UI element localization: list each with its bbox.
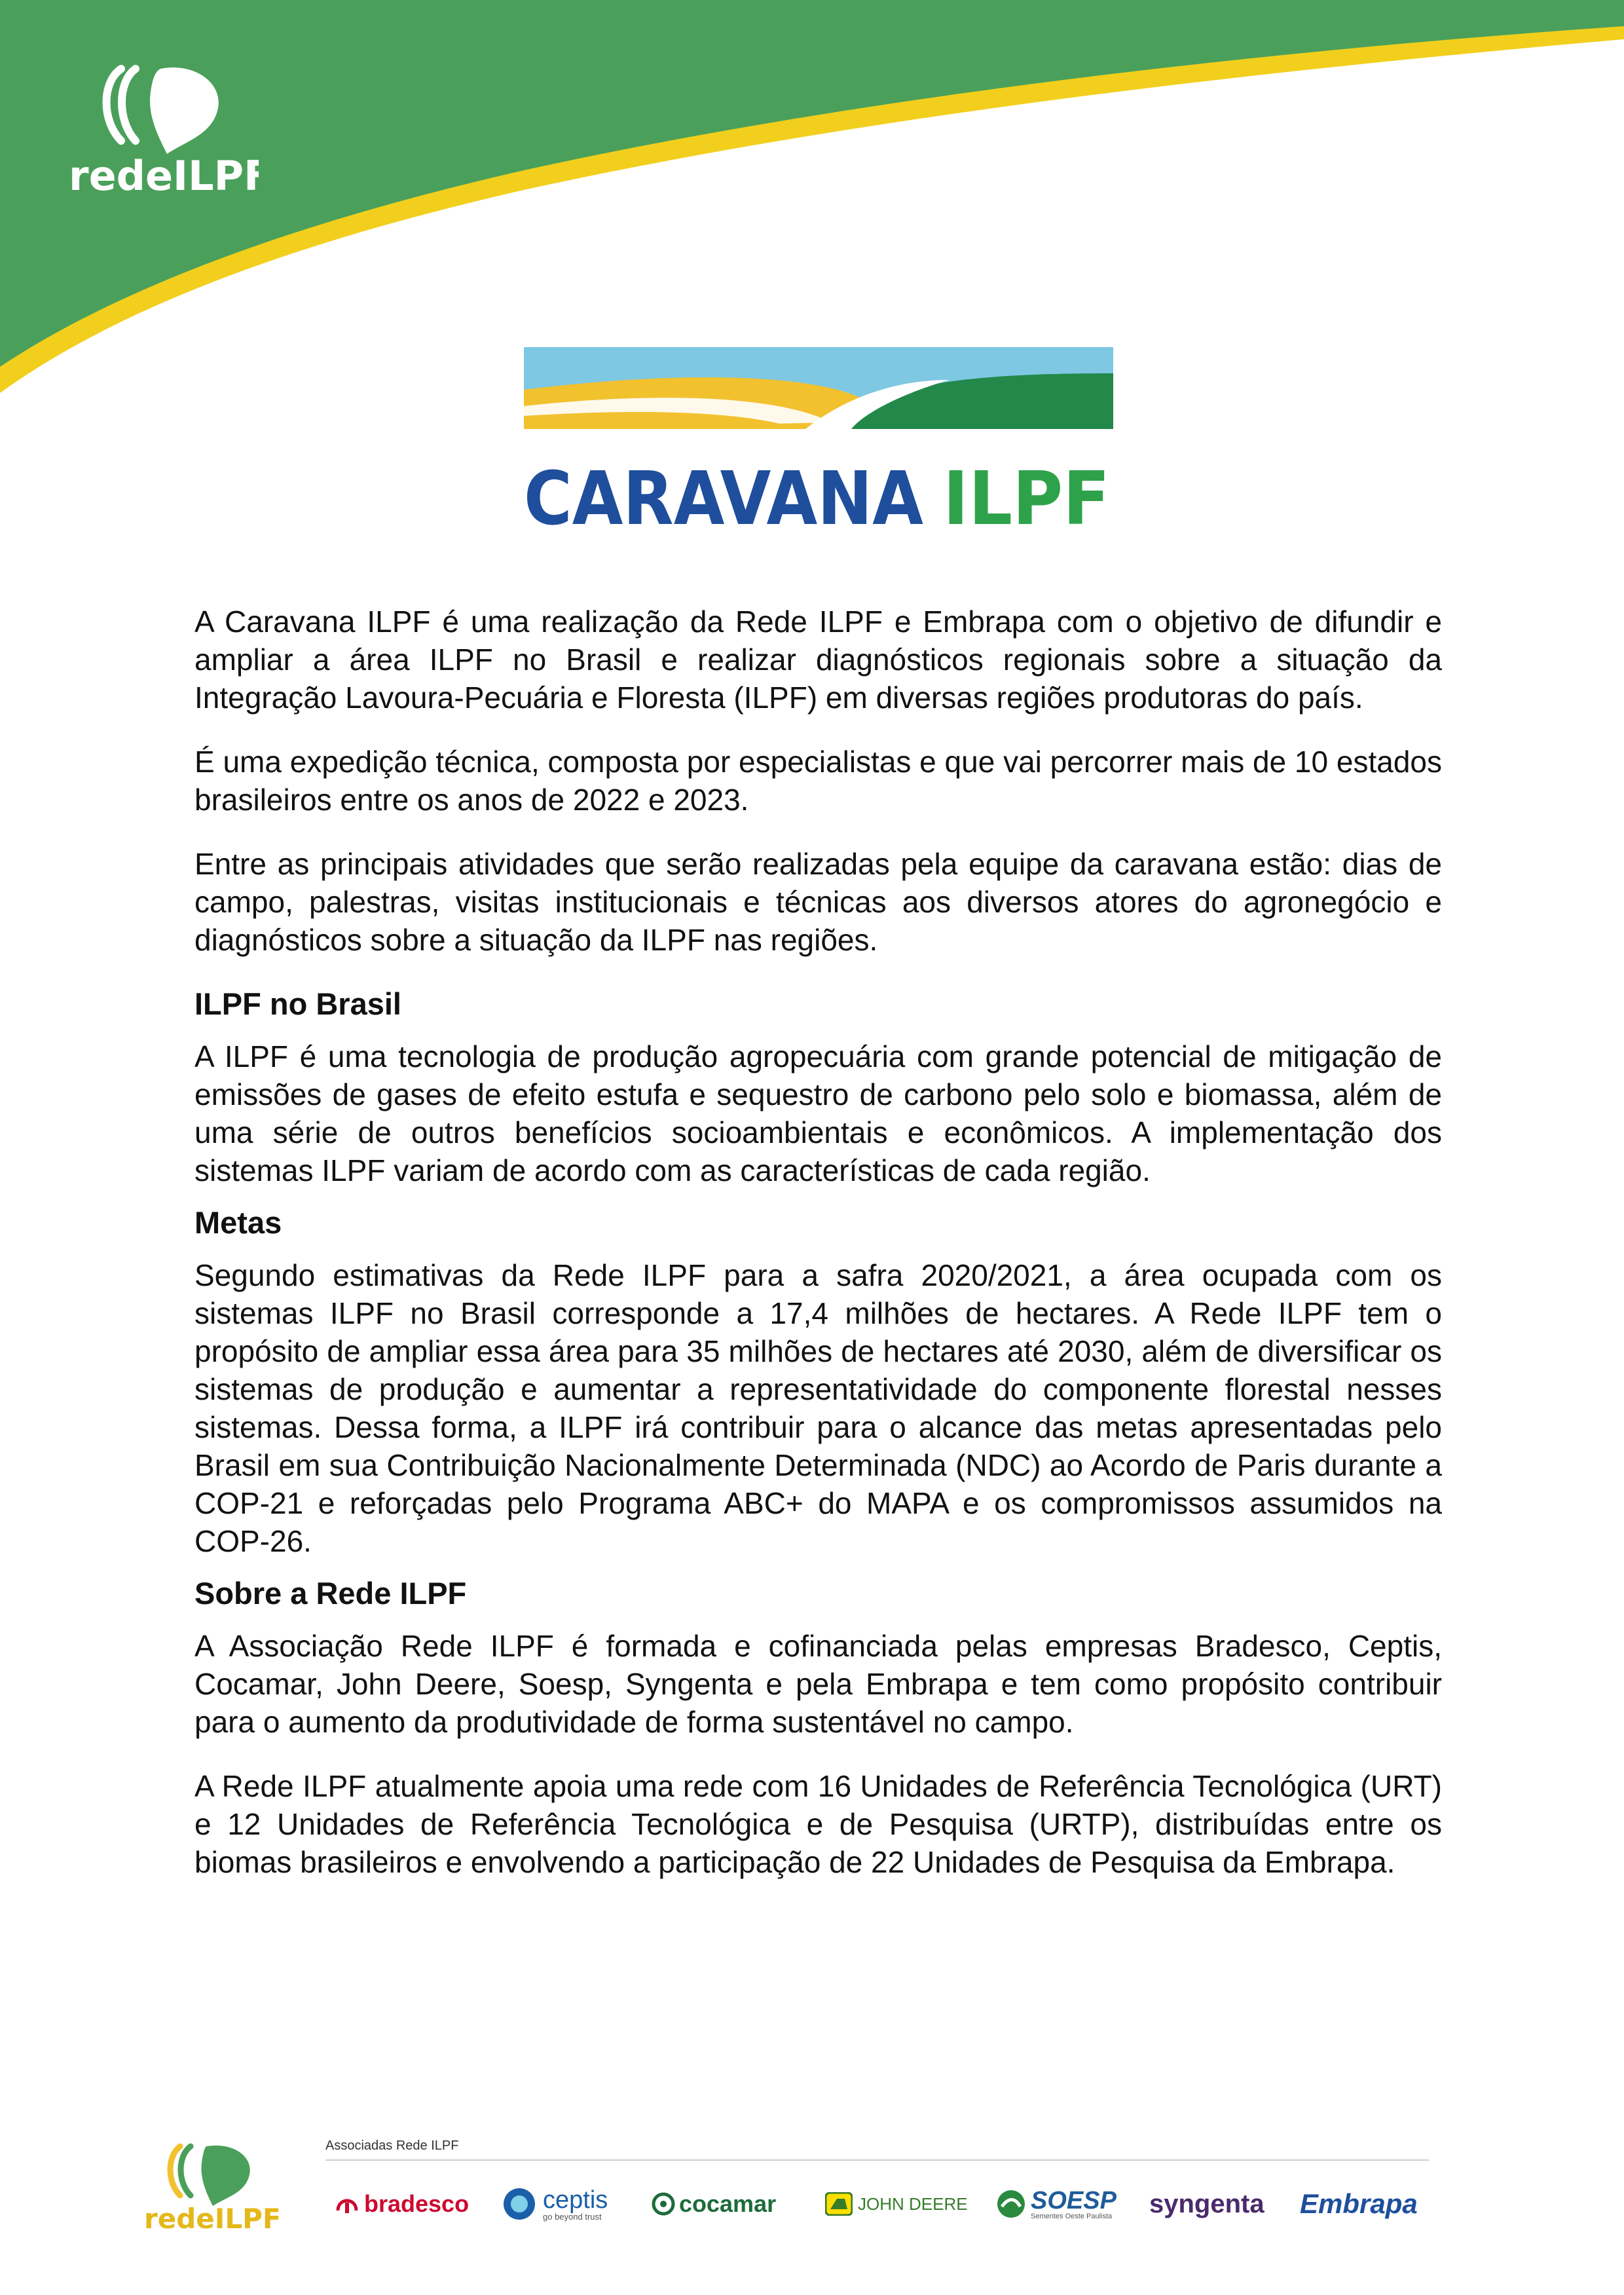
partner-name: JOHN DEERE — [858, 2193, 968, 2214]
section-paragraph: Segundo estimativas da Rede ILPF para a safra 2020/2021, a área ocupada com os sistemas ILPF no Brasil corresponde a 17,4 milhões de hectares. A Rede ILPF tem o propósito de ampliar essa área para 35 milhões de hectares até 2030, além de diversificar os sistemas de produção e aumentar a representatividade do componente florestal nesses sistemas. Dessa forma, a ILPF irá contribuir para o alcance das metas apresentadas pelo Brasil em sua Contribuição Nacionalmente Determinada (NDC) ao Acordo de Paris durante a COP-21 e reforçadas pelo Programa ABC+ do MAPA e os compromissos assumidos na COP-26. — [194, 1258, 1442, 1558]
section-heading-ilpf-no-brasil: ILPF no Brasil — [194, 986, 401, 1021]
partner-tagline: Sementes Oeste Paulista — [1031, 2212, 1113, 2220]
intro-paragraph-1: A Caravana ILPF é uma realização da Rede ILPF e Embrapa com o objetivo de difundir e ampliar a área ILPF no Brasil e realizar diagnósticos regionais sobre a situação da Integração Lavoura-Pecuária e Floresta (ILPF) em diversas regiões produtoras do país. — [194, 605, 1442, 715]
partner-embrapa-logo — [1300, 2181, 1418, 2227]
caravana-ilpf-logo — [524, 347, 1113, 537]
partner-name: SOESP — [1031, 2186, 1116, 2214]
rede-logo-text: redeILPF — [69, 152, 259, 200]
section-paragraph: A Associação Rede ILPF é formada e cofinanciada pelas empresas Bradesco, Ceptis, Cocamar, John Deere, Soesp, Syngenta e pela Embrapa e tem como propósito contribuir para o aumento da produtividade de forma sustentável no campo. — [194, 1629, 1442, 1739]
caravana-logo-ilpf: ILPF — [943, 457, 1110, 537]
section-paragraph: A ILPF é uma tecnologia de produção agropecuária com grande potencial de mitigação de emissões de gases de efeito estufa e sequestro de carbono pelo solo e biomassa, além de uma série de outros benefícios socioambientais e econômicos. A implementação dos sistemas ILPF variam de acordo com as características de cada região. — [194, 1039, 1442, 1187]
rede-ilpf-logo-top — [62, 56, 259, 206]
section-heading-sobre-rede: Sobre a Rede ILPF — [194, 1576, 467, 1611]
partner-name: syngenta — [1149, 2189, 1264, 2218]
partner-name: cocamar — [679, 2190, 777, 2217]
associates-divider — [325, 2159, 1429, 2161]
rede-ilpf-logo-bottom — [141, 2136, 278, 2235]
partner-name: Embrapa — [1300, 2188, 1418, 2219]
document-body — [194, 603, 1442, 1907]
partner-name: bradesco — [364, 2190, 470, 2217]
partner-bradesco-logo — [334, 2181, 469, 2227]
caravana-logo-word: CARAVANA — [524, 457, 924, 537]
section-paragraph: A Rede ILPF atualmente apoia uma rede com 16 Unidades de Referência Tecnológica (URT) e 12 Unidades de Referência Tecnológica e de Pesquisa (URTP), distribuídas entre os biomas brasileiros e envolvendo a participação de 22 Unidades de Pesquisa da Embrapa. — [194, 1769, 1442, 1879]
partner-syngenta-logo — [1149, 2181, 1264, 2227]
partner-ceptis-logo — [501, 2181, 608, 2227]
partner-tagline: go beyond trust — [543, 2211, 602, 2222]
rede-logo-bottom-text: redeILPF — [144, 2203, 278, 2235]
partner-soesp-logo — [995, 2181, 1116, 2227]
partner-cocamar-logo — [652, 2181, 776, 2227]
partner-john-deere-logo — [825, 2181, 968, 2227]
intro-paragraph-2: É uma expedição técnica, composta por especialistas e que vai percorrer mais de 10 estados brasileiros entre os anos de 2022 e 2023. — [194, 745, 1442, 817]
associates-label: Associadas Rede ILPF — [325, 2138, 459, 2153]
intro-paragraph-3: Entre as principais atividades que serão realizadas pela equipe da caravana estão: dias de campo, palestras, visitas institucionais e técnicas aos diversos atores do agronegócio e diagnósticos sobre a situação da ILPF nas regiões. — [194, 847, 1442, 957]
partner-name: ceptis — [543, 2186, 608, 2214]
section-heading-metas: Metas — [194, 1205, 282, 1240]
